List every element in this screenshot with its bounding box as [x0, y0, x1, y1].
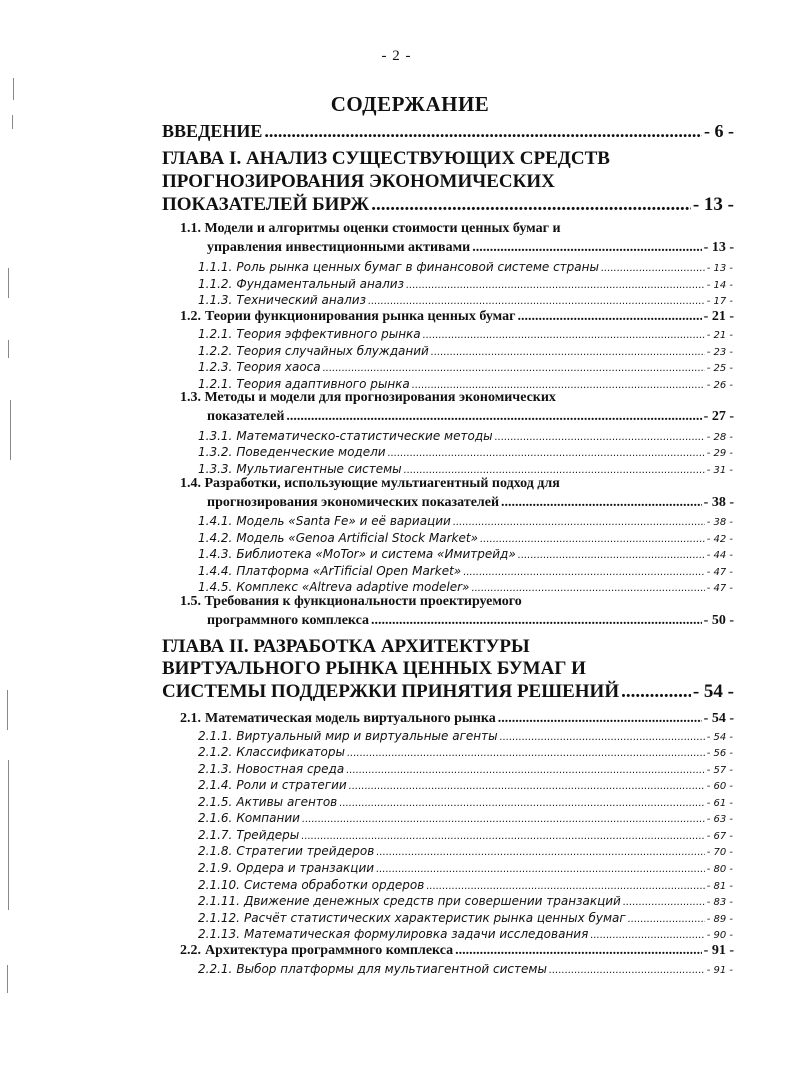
entry-page: - 47 -	[706, 567, 733, 578]
chapter-1-title-line-1: ГЛАВА I. АНАЛИЗ СУЩЕСТВУЮЩИХ СРЕДСТВ	[162, 148, 610, 169]
entry-page: - 42 -	[706, 534, 733, 545]
entry-page: - 44 -	[706, 550, 733, 561]
toc-entry-2-1-4[interactable]	[198, 776, 733, 792]
entry-page: - 89 -	[706, 914, 733, 925]
entry-title: управления инвестиционными активами	[207, 240, 471, 255]
dot-leader	[601, 263, 705, 274]
entry-title: Теория хаоса	[236, 360, 321, 374]
toc-entry-section-2-2[interactable]	[180, 940, 734, 959]
toc-entry-2-1-9[interactable]	[198, 859, 733, 875]
entry-page: - 63 -	[706, 814, 733, 825]
entry-title: показателей	[207, 409, 285, 424]
entry-page: - 80 -	[706, 864, 733, 875]
entry-number: 1.1.2.	[198, 277, 233, 291]
entry-number: 2.1.	[180, 711, 201, 726]
entry-page: - 38 -	[706, 517, 733, 528]
entry-title: Платформа «ArTificial Open Market»	[236, 564, 462, 578]
entry-number: 1.2.3.	[198, 360, 233, 374]
entry-number: 1.4.2.	[198, 531, 233, 545]
entry-title: Классификаторы	[236, 745, 345, 759]
entry-page: - 29 -	[706, 448, 733, 459]
toc-entry-1-4-3[interactable]	[198, 545, 733, 561]
dot-leader	[517, 309, 701, 325]
chapter-2-title-line-1: ГЛАВА II. РАЗРАБОТКА АРХИТЕКТУРЫ	[162, 636, 530, 657]
dot-leader	[463, 567, 705, 578]
section-number: 1.4.	[180, 476, 201, 491]
scan-artifact	[10, 400, 11, 460]
toc-entry-1-4-1[interactable]	[198, 512, 733, 528]
toc-entry-2-1-12[interactable]	[198, 909, 733, 925]
entry-number: 1.2.2.	[198, 344, 233, 358]
dot-leader	[480, 534, 705, 545]
dot-leader	[495, 432, 705, 443]
entry-number: 1.4.1.	[198, 514, 233, 528]
dot-leader	[406, 280, 705, 291]
entry-page: - 91 -	[703, 943, 734, 958]
toc-entry-1-3-2[interactable]	[198, 443, 733, 459]
dot-leader	[302, 814, 705, 825]
dot-leader	[376, 864, 705, 875]
dot-leader	[376, 847, 704, 858]
dot-leader	[549, 965, 705, 976]
dot-leader	[628, 914, 705, 925]
entry-page: - 91 -	[706, 965, 733, 976]
entry-title: Система обработки ордеров	[243, 878, 425, 892]
entry-number: 2.2.	[180, 943, 201, 958]
section-title: Модели и алгоритмы оценки стоимости ценных бумаг и	[204, 221, 561, 236]
entry-page: - 67 -	[706, 831, 733, 842]
dot-leader	[286, 409, 701, 425]
entry-number: 2.1.1.	[198, 729, 233, 743]
entry-number: 1.2.1.	[198, 377, 233, 391]
entry-page: - 38 -	[703, 495, 734, 510]
dot-leader	[501, 495, 702, 511]
scan-artifact	[8, 340, 9, 358]
entry-title: Стратегии трейдеров	[236, 844, 375, 858]
section-title: Требования к функциональности проектируемого	[204, 594, 522, 609]
entry-number: 1.3.2.	[198, 445, 233, 459]
entry-title: Фундаментальный анализ	[236, 277, 404, 291]
dot-leader	[346, 765, 704, 776]
entry-page: - 27 -	[703, 409, 734, 424]
entry-page: - 21 -	[706, 330, 733, 341]
dot-leader	[388, 448, 705, 459]
entry-title: Модель «Genoa Artificial Stock Market»	[236, 531, 478, 545]
entry-title: Теория адаптивного рынка	[236, 377, 410, 391]
entry-title: Модель «Santa Fe» и её вариации	[236, 514, 451, 528]
entry-page: - 13 -	[706, 263, 733, 274]
entry-page: - 13 -	[703, 240, 734, 255]
dot-leader	[323, 363, 705, 374]
toc-entry-1-2-2[interactable]	[198, 342, 733, 358]
entry-page: - 14 -	[706, 280, 733, 291]
dot-leader	[518, 550, 705, 561]
dot-leader	[423, 330, 705, 341]
entry-number: 2.1.12.	[198, 911, 240, 925]
dot-leader	[301, 831, 704, 842]
dot-leader	[347, 748, 705, 759]
entry-title: Роль рынка ценных бумаг в финансовой системе страны	[236, 260, 599, 274]
entry-number: 2.1.9.	[198, 861, 233, 875]
entry-number: 1.2.1.	[198, 327, 233, 341]
toc-entry-2-1-10[interactable]	[198, 876, 733, 892]
entry-title: Библиотека «MoTor» и система «Имитрейд»	[236, 547, 516, 561]
entry-page: - 54 -	[706, 732, 733, 743]
toc-entry-1-1-2[interactable]	[198, 275, 733, 291]
dot-leader	[472, 240, 701, 256]
entry-page: - 56 -	[706, 748, 733, 759]
toc-entry-2-1-6[interactable]	[198, 809, 733, 825]
dot-leader	[404, 465, 705, 476]
entry-title: Математическо-статистические методы	[236, 429, 493, 443]
entry-page: - 90 -	[706, 930, 733, 941]
entry-page: - 31 -	[706, 465, 733, 476]
entry-page: - 28 -	[706, 432, 733, 443]
toc-entry-1-2-3[interactable]	[198, 358, 733, 374]
entry-title: ВВЕДЕНИЕ	[162, 121, 263, 141]
dot-leader	[621, 681, 691, 703]
entry-page: - 47 -	[706, 583, 733, 594]
entry-title: Новостная среда	[236, 762, 345, 776]
toc-entry-2-1-7[interactable]	[198, 826, 733, 842]
entry-title: Поведенческие модели	[236, 445, 386, 459]
toc-entry-2-1-5[interactable]	[198, 793, 733, 809]
toc-entry-2-1-11[interactable]	[198, 892, 733, 908]
toc-entry-section-1-2[interactable]	[180, 306, 734, 325]
entry-title: Движение денежных средств при совершении транзакций	[243, 894, 621, 908]
entry-title: программного комплекса	[207, 613, 370, 628]
entry-number: 2.2.1.	[198, 962, 233, 976]
entry-title: Теория случайных блужданий	[236, 344, 429, 358]
entry-title: Теории функционирования рынка ценных бумаг	[205, 309, 516, 324]
entry-number: 1.3.1.	[198, 429, 233, 443]
scan-artifact	[12, 115, 13, 129]
entry-number: 1.4.5.	[198, 580, 233, 594]
toc-entry-1-3-1[interactable]	[198, 427, 733, 443]
entry-page: - 81 -	[706, 881, 733, 892]
entry-number: 2.1.7.	[198, 828, 233, 842]
toc-entry-1-4-2[interactable]	[198, 529, 733, 545]
entry-page: - 54 -	[703, 711, 734, 726]
section-1-3-title-line-1	[180, 390, 556, 406]
entry-title: Компании	[236, 811, 300, 825]
dot-leader	[498, 711, 702, 727]
entry-page: - 26 -	[706, 380, 733, 391]
entry-page: - 57 -	[706, 765, 733, 776]
scan-artifact	[8, 760, 9, 910]
toc-entry-section-2-1[interactable]	[180, 708, 734, 727]
section-1-4-title-line-1	[180, 476, 560, 492]
entry-number: 1.2.	[180, 309, 201, 324]
entry-page: - 60 -	[706, 781, 733, 792]
section-1-5-title-line-1	[180, 594, 522, 610]
entry-title: Математическая модель виртуального рынка	[205, 711, 496, 726]
entry-number: 1.1.3.	[198, 293, 233, 307]
entry-number: 2.1.2.	[198, 745, 233, 759]
entry-page: - 23 -	[706, 347, 733, 358]
entry-title: Ордера и транзакции	[236, 861, 375, 875]
entry-number: 2.1.11.	[198, 894, 240, 908]
entry-title: Трейдеры	[236, 828, 300, 842]
entry-title: Выбор платформы для мультиагентной системы	[236, 962, 547, 976]
dot-leader	[371, 194, 691, 216]
dot-leader	[431, 347, 705, 358]
scan-artifact	[13, 78, 14, 100]
dot-leader	[339, 798, 704, 809]
chapter-1-title-line-2: ПРОГНОЗИРОВАНИЯ ЭКОНОМИЧЕСКИХ	[162, 171, 555, 192]
dot-leader	[623, 897, 705, 908]
entry-number: 2.1.5.	[198, 795, 233, 809]
toc-entry-2-2-1[interactable]	[198, 960, 733, 976]
toc-entry-1-2-4[interactable]	[198, 375, 733, 391]
toc-entry-chapter-2[interactable]	[162, 679, 734, 703]
entry-number: 1.1.1.	[198, 260, 233, 274]
toc-entry-1-1-1[interactable]	[198, 258, 733, 274]
entry-title: Мультиагентные системы	[236, 462, 402, 476]
toc-entry-2-1-8[interactable]	[198, 842, 733, 858]
dot-leader	[500, 732, 705, 743]
section-number: 1.1.	[180, 221, 201, 236]
dot-leader	[453, 517, 705, 528]
entry-page: - 54 -	[692, 681, 734, 702]
section-number: 1.3.	[180, 390, 201, 405]
toc-entry-2-1-2[interactable]	[198, 743, 733, 759]
toc-entry-1-2-1[interactable]	[198, 325, 733, 341]
entry-title: Роли и стратегии	[236, 778, 347, 792]
entry-title: ПОКАЗАТЕЛЕЙ БИРЖ	[162, 194, 370, 215]
entry-title: Технический анализ	[236, 293, 366, 307]
entry-page: - 70 -	[706, 847, 733, 858]
toc-entry-1-4-4[interactable]	[198, 562, 733, 578]
toc-entry-section-1-3[interactable]	[207, 407, 734, 425]
toc-entry-introduction[interactable]	[162, 118, 734, 142]
dot-leader	[426, 881, 704, 892]
section-number: 1.5.	[180, 594, 201, 609]
toc-heading: СОДЕРЖАНИЕ	[330, 92, 490, 116]
entry-title: прогнозирования экономических показателей	[207, 495, 500, 510]
dot-leader	[455, 943, 702, 959]
toc-entry-2-1-1[interactable]	[198, 727, 733, 743]
entry-page: - 21 -	[703, 309, 734, 324]
entry-page: - 61 -	[706, 798, 733, 809]
page-number: - 2 -	[381, 48, 412, 64]
chapter-2-title-line-2: ВИРТУАЛЬНОГО РЫНКА ЦЕННЫХ БУМАГ И	[162, 658, 586, 679]
entry-page: - 83 -	[706, 897, 733, 908]
entry-title: Архитектура программного комплекса	[205, 943, 454, 958]
toc-entry-1-1-3[interactable]	[198, 291, 733, 307]
dot-leader	[471, 583, 704, 594]
entry-number: 2.1.3.	[198, 762, 233, 776]
dot-leader	[371, 613, 702, 629]
entry-number: 2.1.4.	[198, 778, 233, 792]
entry-title: Активы агентов	[236, 795, 338, 809]
entry-title: Теория эффективного рынка	[236, 327, 421, 341]
toc-entry-section-1-4[interactable]	[207, 493, 734, 511]
section-title: Разработки, использующие мультиагентный подход для	[204, 476, 560, 491]
entry-number: 1.4.4.	[198, 564, 233, 578]
scan-artifact	[8, 268, 9, 298]
toc-entry-2-1-13[interactable]	[198, 925, 733, 941]
scan-artifact	[7, 965, 8, 993]
toc-entry-section-1-1[interactable]	[207, 238, 734, 256]
entry-title: СИСТЕМЫ ПОДДЕРЖКИ ПРИНЯТИЯ РЕШЕНИЙ	[162, 681, 620, 702]
section-title: Методы и модели для прогнозирования экономических	[204, 390, 556, 405]
toc-entry-2-1-3[interactable]	[198, 760, 733, 776]
entry-number: 2.1.8.	[198, 844, 233, 858]
entry-page: - 17 -	[706, 296, 733, 307]
scan-artifact	[7, 690, 8, 730]
entry-title: Математическая формулировка задачи исследования	[243, 927, 589, 941]
entry-page: - 6 -	[704, 121, 734, 141]
entry-title: Расчёт статистических характеристик рынка ценных бумаг	[243, 911, 626, 925]
toc-entry-1-4-5[interactable]	[198, 578, 733, 594]
dot-leader	[349, 781, 705, 792]
entry-number: 2.1.6.	[198, 811, 233, 825]
entry-title: Виртуальный мир и виртуальные агенты	[236, 729, 498, 743]
entry-page: - 50 -	[703, 613, 734, 628]
toc-entry-1-3-3[interactable]	[198, 460, 733, 476]
entry-number: 2.1.13.	[198, 927, 240, 941]
entry-number: 1.4.3.	[198, 547, 233, 561]
section-1-1-title-line-1	[180, 221, 561, 237]
entry-page: - 13 -	[692, 194, 734, 215]
toc-entry-section-1-5[interactable]	[207, 611, 734, 629]
dot-leader	[264, 121, 702, 142]
entry-page: - 25 -	[706, 363, 733, 374]
entry-number: 2.1.10.	[198, 878, 240, 892]
toc-entry-chapter-1[interactable]	[162, 192, 734, 216]
entry-number: 1.3.3.	[198, 462, 233, 476]
entry-title: Комплекс «Altreva adaptive modeler»	[236, 580, 470, 594]
